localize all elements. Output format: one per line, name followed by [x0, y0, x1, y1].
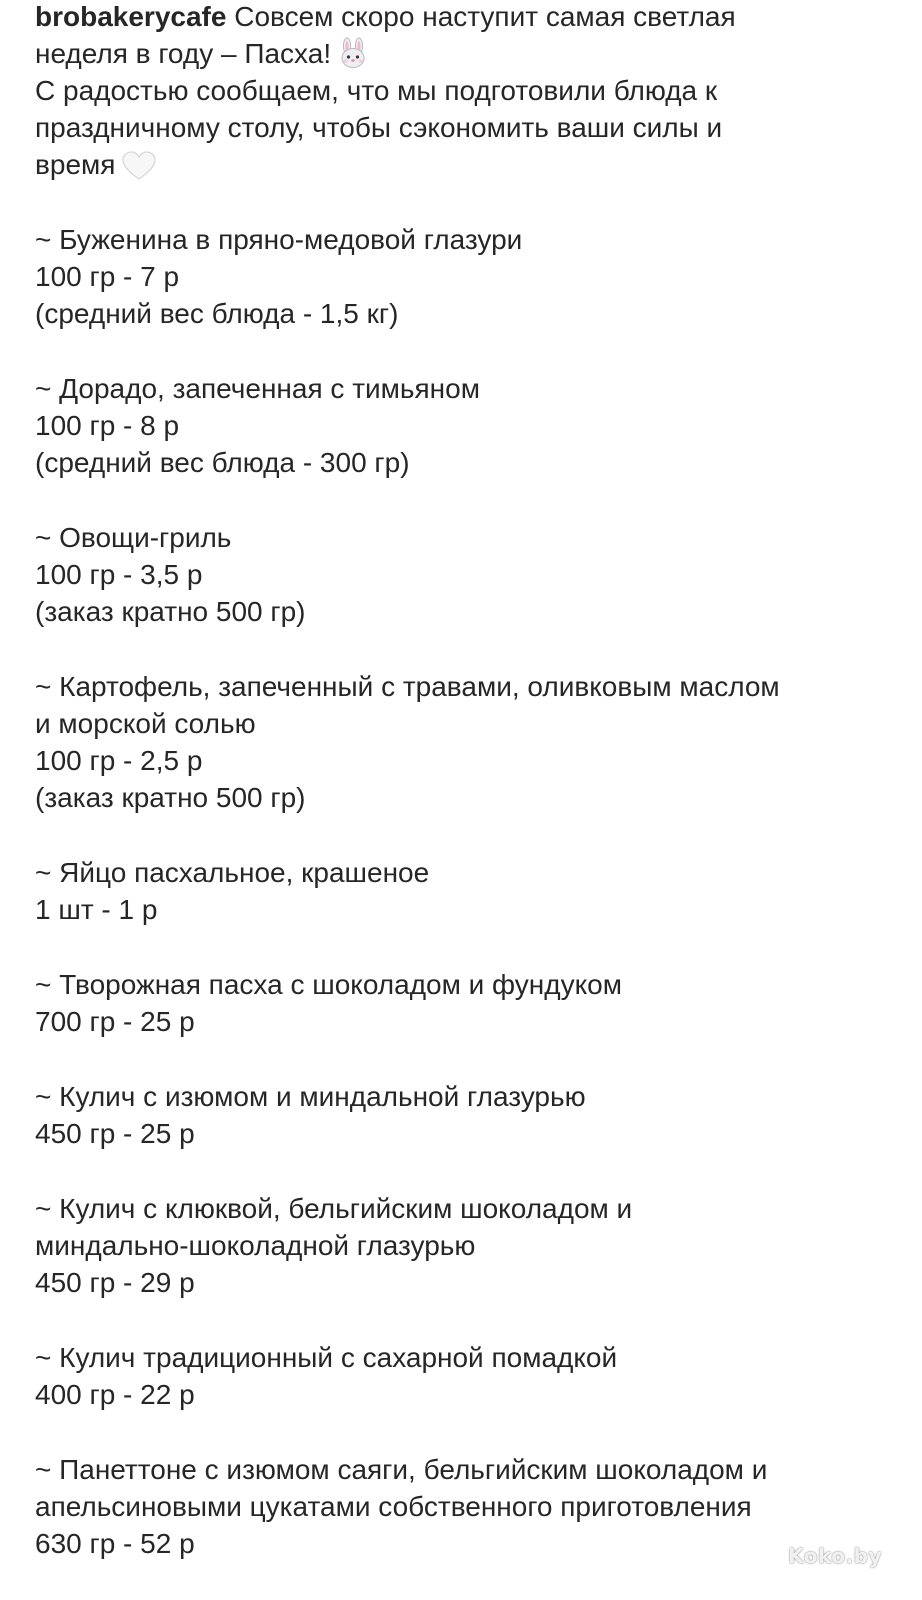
- caption-line-2: [35, 35, 895, 72]
- spacer: [35, 630, 895, 668]
- menu-item-panettone: [35, 1451, 895, 1562]
- menu-item-kulich-cranberry: [35, 1190, 895, 1301]
- menu-item-buzhenina: [35, 221, 895, 332]
- item-price: 1 шт - 1 р: [35, 894, 158, 925]
- item-title: ~ Кулич с изюмом и миндальной глазурью: [35, 1081, 586, 1112]
- item-price: 100 гр - 3,5 р: [35, 559, 203, 590]
- spacer: [35, 183, 895, 221]
- item-title: ~ Буженина в пряно-медовой глазури: [35, 224, 523, 255]
- item-price: 100 гр - 2,5 р: [35, 745, 203, 776]
- spacer: [35, 481, 895, 519]
- item-title-continued: апельсиновыми цукатами собственного приготовления: [35, 1491, 752, 1522]
- spacer: [35, 928, 895, 966]
- item-title: ~ Кулич традиционный с сахарной помадкой: [35, 1342, 618, 1373]
- item-price: 450 гр - 29 р: [35, 1267, 195, 1298]
- white-heart-icon: [121, 150, 157, 182]
- menu-item-kulich-raisins: [35, 1078, 895, 1152]
- item-title: ~ Овощи-гриль: [35, 522, 232, 553]
- item-price: 100 гр - 8 р: [35, 410, 180, 441]
- item-title-continued: миндально-шоколадной глазурью: [35, 1230, 476, 1261]
- caption-line-3: С радостью сообщаем, что мы подготовили блюда к: [35, 75, 718, 106]
- menu-item-kulich-traditional: [35, 1339, 895, 1413]
- caption-line-5: [35, 146, 895, 183]
- menu-item-baked-potatoes: [35, 668, 895, 816]
- watermark-logo: Koko.by: [788, 1544, 882, 1568]
- item-note: (средний вес блюда - 1,5 кг): [35, 298, 399, 329]
- item-note: (заказ кратно 500 гр): [35, 782, 306, 813]
- item-title: ~ Панеттоне с изюмом саяги, бельгийским шоколадом и: [35, 1454, 768, 1485]
- spacer: [35, 1301, 895, 1339]
- item-note: (заказ кратно 500 гр): [35, 596, 306, 627]
- item-price: 400 гр - 22 р: [35, 1379, 195, 1410]
- item-title: ~ Яйцо пасхальное, крашеное: [35, 857, 430, 888]
- menu-item-curd-paskha: [35, 966, 895, 1040]
- bunny-face-icon: [337, 37, 369, 69]
- menu-item-easter-egg: [35, 854, 895, 928]
- item-title: ~ Дорадо, запеченная с тимьяном: [35, 373, 480, 404]
- spacer: [35, 1413, 895, 1451]
- menu-item-dorado: [35, 370, 895, 481]
- caption-line-1: [35, 0, 895, 35]
- item-title-continued: и морской солью: [35, 708, 256, 739]
- caption-line-4: праздничному столу, чтобы сэкономить ваши силы и: [35, 112, 723, 143]
- item-price: 100 гр - 7 р: [35, 261, 180, 292]
- item-note: (средний вес блюда - 300 гр): [35, 447, 410, 478]
- item-title: ~ Кулич с клюквой, бельгийским шоколадом и: [35, 1193, 633, 1224]
- item-price: 700 гр - 25 р: [35, 1006, 195, 1037]
- caption-text-2: неделя в году – Пасха!: [35, 38, 332, 69]
- spacer: [35, 1152, 895, 1190]
- item-price: 450 гр - 25 р: [35, 1118, 195, 1149]
- username-link[interactable]: brobakerycafe: [35, 1, 227, 32]
- menu-item-grilled-vegetables: [35, 519, 895, 630]
- spacer: [35, 816, 895, 854]
- spacer: [35, 1040, 895, 1078]
- post-caption: [35, 0, 895, 1562]
- item-title: ~ Картофель, запеченный с травами, оливковым маслом: [35, 671, 780, 702]
- spacer: [35, 332, 895, 370]
- caption-text-1: Совсем скоро наступит самая светлая: [234, 1, 736, 32]
- item-title: ~ Творожная пасха с шоколадом и фундуком: [35, 969, 622, 1000]
- item-price: 630 гр - 52 р: [35, 1528, 195, 1559]
- caption-text-5: время: [35, 149, 116, 180]
